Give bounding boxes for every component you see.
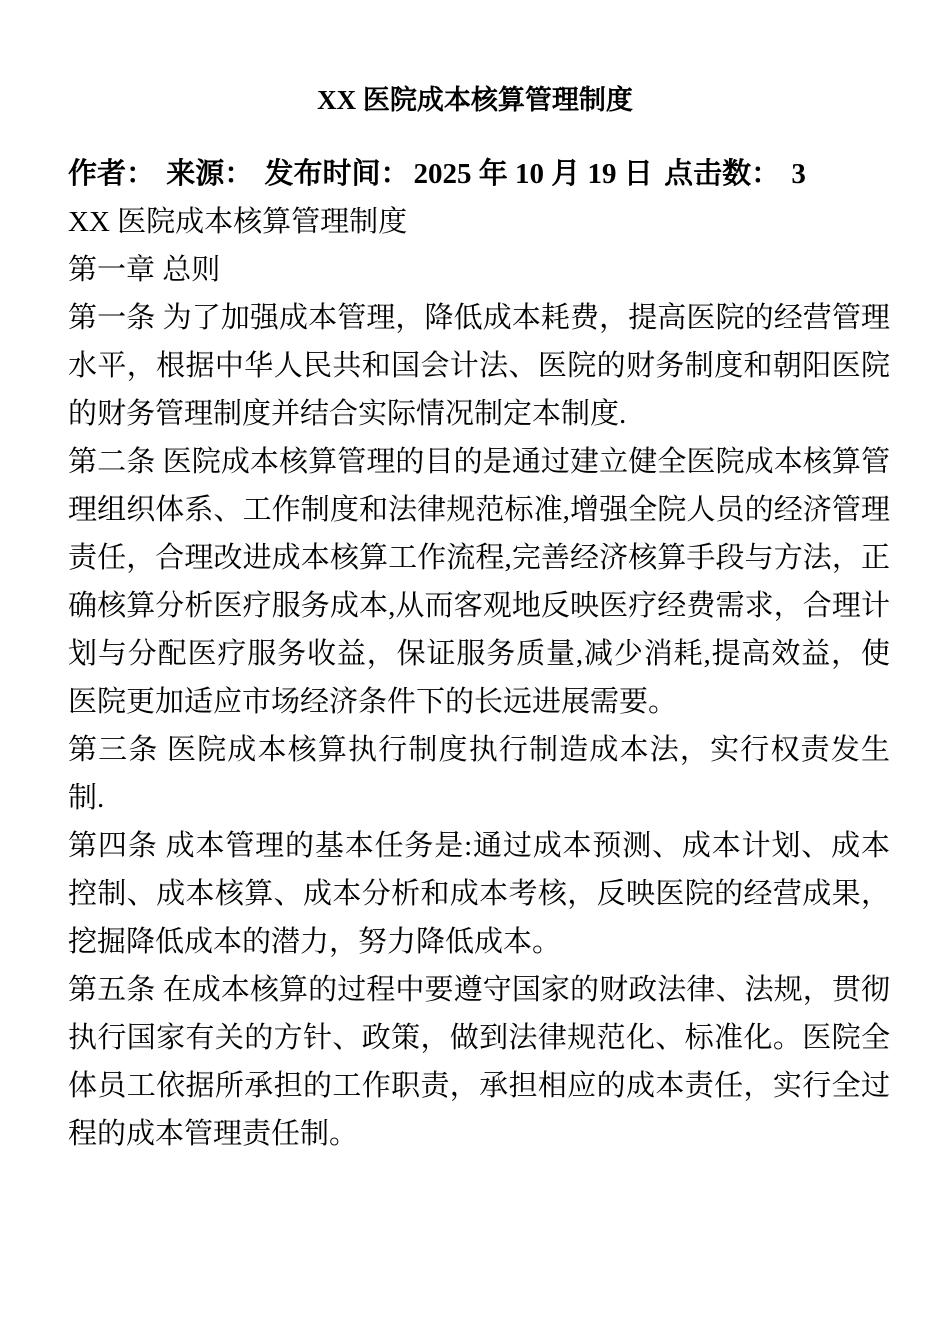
- source-label: 来源：: [166, 158, 254, 190]
- document-title: XX 医院成本核算管理制度: [317, 85, 633, 115]
- document-body: [68, 150, 890, 1158]
- article-1: 第一条 为了加强成本管理，降低成本耗费，提高医院的经营管理水平，根据中华人民共和国会计法、医院的财务制度和朝阳医院的财务管理制度并结合实际情况制定本制度.: [68, 302, 890, 430]
- meta-line: [68, 150, 890, 198]
- article-3: 第三条 医院成本核算执行制度执行制造成本法，实行权责发生制.: [68, 734, 890, 814]
- chapter-heading: 第一章 总则: [68, 254, 221, 286]
- article-4: 第四条 成本管理的基本任务是:通过成本预测、成本计划、成本控制、成本核算、成本分析和成本考核，反映医院的经营成果，挖掘降低成本的潜力，努力降低成本。: [68, 830, 890, 958]
- clicks-label: 点击数：: [664, 158, 781, 190]
- article-5: 第五条 在成本核算的过程中要遵守国家的财政法律、法规，贯彻执行国家有关的方针、政策，做到法律规范化、标准化。医院全体员工依据所承担的工作职责，承担相应的成本责任，实行全过程的成本管理责任制。: [68, 974, 890, 1150]
- author-label: 作者：: [68, 158, 156, 190]
- article-2: 第二条 医院成本核算管理的目的是通过建立健全医院成本核算管理组织体系、工作制度和法律规范标准,增强全院人员的经济管理责任，合理改进成本核算工作流程,完善经济核算手段与方法，正确核算分析医疗服务成本,从而客观地反映医疗经费需求，合理计划与分配医疗服务收益，保证服务质量,减少消耗,提高效益，使医院更加适应市场经济条件下的长远进展需要。: [68, 446, 890, 718]
- document-subtitle: XX 医院成本核算管理制度: [68, 206, 408, 238]
- publish-time-value: 2025 年 10 月 19 日: [413, 158, 653, 190]
- publish-time-label: 发布时间：: [264, 158, 410, 190]
- clicks-value: 3: [791, 158, 806, 190]
